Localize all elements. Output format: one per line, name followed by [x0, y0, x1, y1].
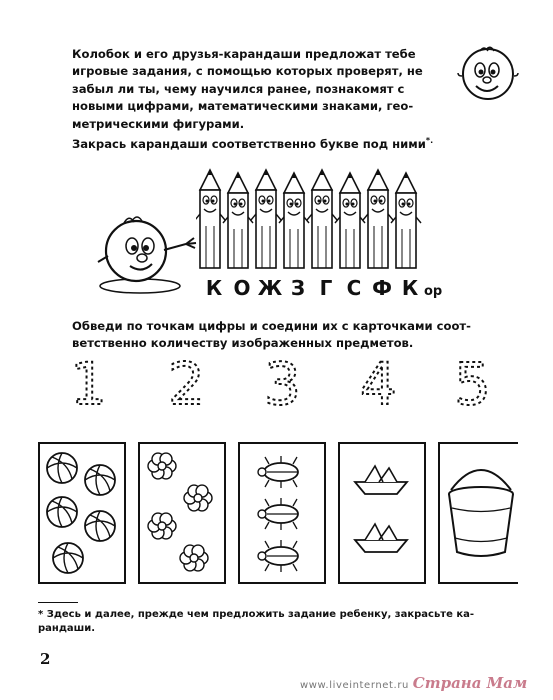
- card-item-flower: [184, 485, 212, 511]
- card-item-volleyball: [85, 465, 115, 495]
- card-item-flower: [148, 513, 176, 539]
- pencil-4: [279, 173, 309, 268]
- card-item-volleyball: [47, 453, 77, 483]
- dotted-digits-row: [60, 352, 500, 414]
- trace-digit-2: 2: [168, 352, 205, 414]
- pencil-letter-8: К: [401, 276, 419, 300]
- pencil-letters-row: [200, 276, 442, 300]
- watermark-brand: Страна Мам: [412, 674, 528, 692]
- watermark-url: www.liveinternet.ru: [300, 680, 409, 691]
- kolobok-face-illustration: [456, 42, 520, 106]
- card-beetle: [239, 443, 325, 583]
- trace-digit-4: 4: [360, 352, 397, 414]
- trace-digit-1: 1: [70, 352, 107, 414]
- pencil-letter-1: К: [205, 276, 223, 300]
- card-item-flower: [180, 545, 208, 571]
- pencil-3: [251, 170, 281, 268]
- pencil-letter-tail: ор: [424, 284, 443, 299]
- footnote-divider: [38, 602, 78, 603]
- trace-digit-3: 3: [264, 352, 301, 414]
- card-item-volleyball: [85, 511, 115, 541]
- card-item-volleyball: [47, 497, 77, 527]
- pencil-6: [335, 173, 365, 268]
- card-flower: [139, 443, 225, 583]
- pencil-2: [223, 173, 253, 268]
- pencil-letter-6: С: [346, 276, 362, 300]
- footnote-text: * Здесь и далее, прежде чем предложить задание ребенку, закрасьте ка- рандаши.: [38, 609, 475, 634]
- task-color-pencils: Закрась карандаши соответственно букве под ними*.: [72, 136, 434, 151]
- intro-text: Колобок и его друзья-карандаши предложат тебе игровые задания, с помощью которых проверят, не забыл ли ты, чему научился ранее, познакомят с новыми цифрами, математическими знаками, гео- метрическими фигурами.: [72, 47, 423, 131]
- card-bucket: [439, 443, 518, 583]
- card-item-volleyball: [53, 543, 83, 573]
- pencil-letter-7: Ф: [372, 276, 392, 300]
- page-number: 2: [40, 650, 51, 668]
- card-item-flower: [148, 453, 176, 479]
- pencil-5: [307, 170, 337, 268]
- pencil-7: [363, 170, 393, 268]
- counting-cards: [38, 442, 518, 590]
- pencil-8: [391, 173, 421, 268]
- pencil-letter-4: З: [290, 276, 306, 300]
- trace-digit-5: 5: [454, 352, 491, 414]
- watermark: [300, 674, 527, 692]
- pencil-letter-3: Ж: [257, 276, 283, 300]
- pencil-letter-2: О: [233, 276, 251, 300]
- pencils-group: [196, 164, 436, 276]
- footnote-marker: *.: [425, 136, 434, 145]
- task-trace-digits: Обведи по точкам цифры и соедини их с карточками соот- ветственно количеству изображенных предметов.: [72, 319, 471, 351]
- pencil-letter-5: Г: [319, 276, 333, 300]
- card-volleyball: [39, 443, 125, 583]
- card-paper-boat: [339, 443, 425, 583]
- pencil-1: [196, 170, 225, 268]
- kolobok-character-illustration: [94, 206, 204, 296]
